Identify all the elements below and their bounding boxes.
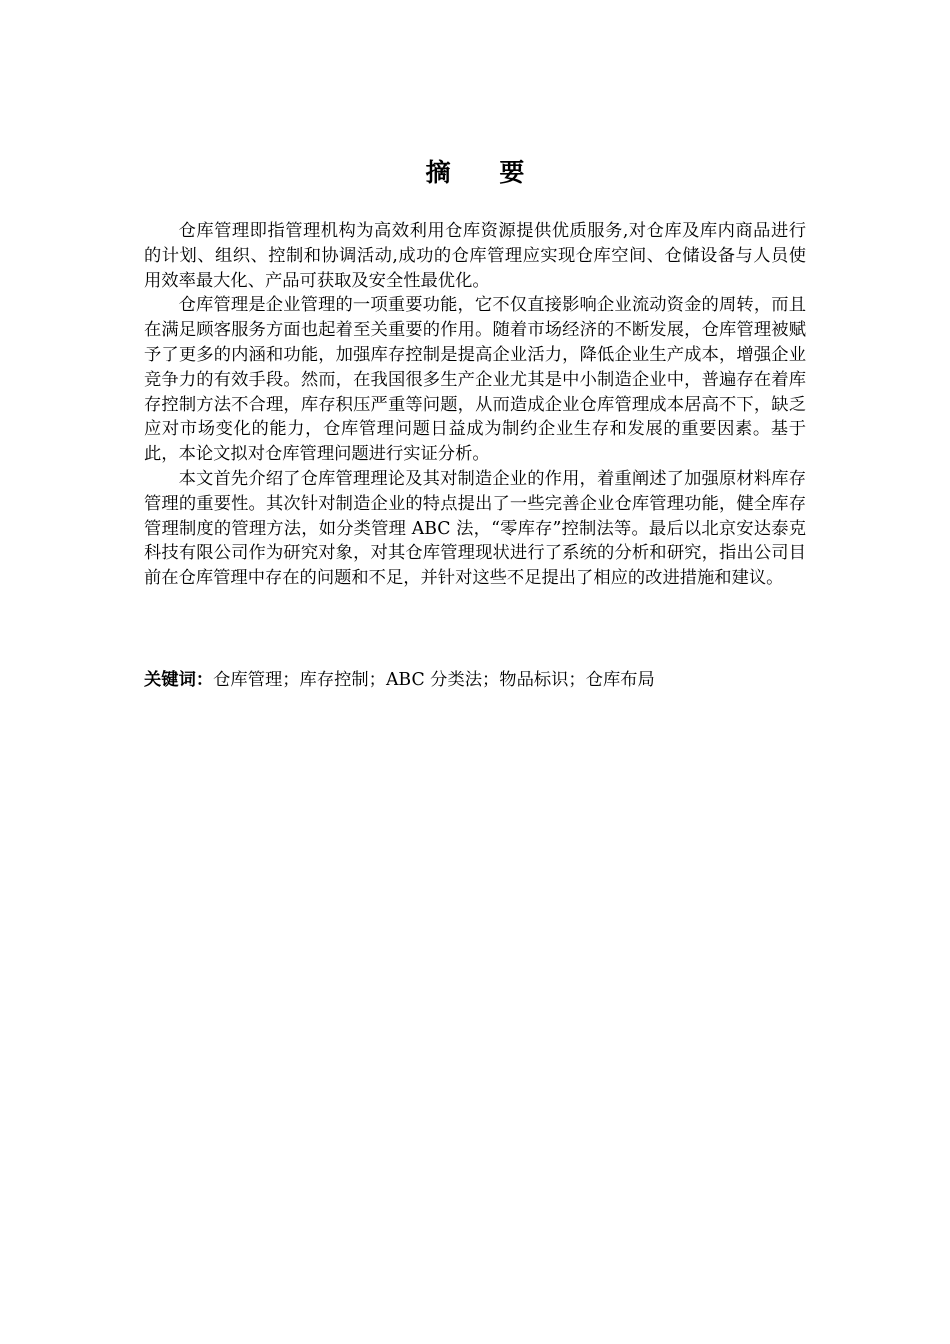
keywords-line [144, 668, 806, 693]
abstract-body [144, 219, 806, 591]
abstract-title: 摘 要 [425, 158, 545, 187]
keywords-label: 关键词： [144, 670, 214, 690]
keywords-text: 仓库管理；库存控制；ABC 分类法；物品标识；仓库布局 [213, 670, 655, 690]
abstract-paragraph-1: 仓库管理即指管理机构为高效利用仓库资源提供优质服务,对仓库及库内商品进行的计划、组织、控制和协调活动,成功的仓库管理应实现仓库空间、仓储设备与人员使用效率最大化、产品可获取及安全性最优化。 [144, 221, 806, 291]
abstract-paragraph-2: 仓库管理是企业管理的一项重要功能，它不仅直接影响企业流动资金的周转，而且在满足顾客服务方面也起着至关重要的作用。随着市场经济的不断发展，仓库管理被赋予了更多的内涵和功能，加强库存控制是提高企业活力，降低企业生产成本，增强企业竞争力的有效手段。然而，在我国很多生产企业尤其是中小制造企业中，普遍存在着库存控制方法不合理，库存积压严重等问题，从而造成企业仓库管理成本居高不下，缺乏应对市场变化的能力，仓库管理问题日益成为制约企业生存和发展的重要因素。基于此，本论文拟对仓库管理问题进行实证分析。 [144, 295, 806, 465]
abstract-paragraph-3: 本文首先介绍了仓库管理理论及其对制造企业的作用，着重阐述了加强原材料库存管理的重要性。其次针对制造企业的特点提出了一些完善企业仓库管理功能，健全库存管理制度的管理方法，如分类管理 ABC 法，“零库存”控制法等。最后以北京安达泰克科技有限公司作为研究对象，对其仓库管理现状进行了系统的分析和研究，指出公司目前在仓库管理中存在的问题和不足，并针对这些不足提出了相应的改进措施和建议。 [144, 468, 806, 589]
